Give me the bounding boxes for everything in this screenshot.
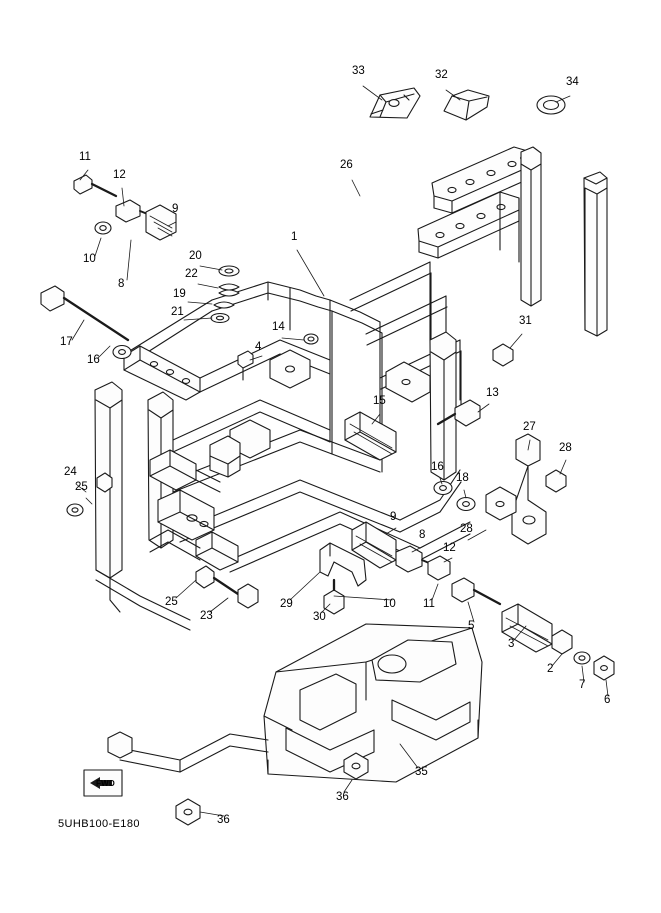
callout-36-lower: 36	[217, 814, 230, 826]
hardware-27-28-brackets	[486, 434, 566, 544]
part-32-plate	[444, 90, 489, 120]
callout-9-top: 9	[172, 203, 179, 215]
fwd-arrow-label: FWD	[96, 779, 116, 788]
callout-9-mid: 9	[390, 511, 397, 523]
callout-34: 34	[566, 76, 579, 88]
callout-26: 26	[340, 159, 353, 171]
hardware-top-left	[74, 175, 179, 240]
callout-12-mid: 12	[443, 542, 456, 554]
callout-22: 22	[185, 268, 198, 280]
hardware-23-bolt	[196, 566, 258, 608]
hardware-10-11-lower	[324, 578, 500, 614]
hardware-17-long-bolt	[41, 286, 131, 359]
callout-35: 35	[415, 766, 428, 778]
callout-18: 18	[456, 472, 469, 484]
hardware-4	[238, 351, 253, 380]
callout-30: 30	[313, 611, 326, 623]
hardware-9-8-12-mid	[352, 522, 450, 580]
callout-36-upper: 36	[336, 791, 349, 803]
part-34-grommet	[537, 96, 565, 114]
callout-14: 14	[272, 321, 285, 333]
callout-1: 1	[291, 231, 298, 243]
callout-3: 3	[508, 638, 515, 650]
callout-21: 21	[171, 306, 184, 318]
callout-28-upper: 28	[559, 442, 572, 454]
callout-6: 6	[604, 694, 611, 706]
hardware-16-18-washers	[434, 482, 475, 511]
hardware-washers-springs	[211, 266, 239, 323]
callout-12-top: 12	[113, 169, 126, 181]
callout-2: 2	[547, 663, 554, 675]
callout-8-top: 8	[118, 278, 125, 290]
callout-16-right: 16	[431, 461, 444, 473]
callout-25-lower: 25	[165, 596, 178, 608]
callout-10-low: 10	[383, 598, 396, 610]
callout-31: 31	[519, 315, 532, 327]
callout-8-mid: 8	[419, 529, 426, 541]
callout-15: 15	[373, 395, 386, 407]
callout-29: 29	[280, 598, 293, 610]
callout-25-upper: 25	[75, 481, 88, 493]
main-frame-part-1	[95, 282, 470, 630]
part-33-bracket	[370, 88, 420, 118]
callout-17: 17	[60, 336, 73, 348]
part-35-skid-plate	[108, 624, 482, 782]
hardware-15-bushing	[345, 412, 396, 460]
callout-5: 5	[468, 620, 475, 632]
callout-32: 32	[435, 69, 448, 81]
hardware-31-nut	[493, 344, 513, 366]
callout-13: 13	[486, 387, 499, 399]
callout-7: 7	[579, 679, 586, 691]
callout-10-top: 10	[83, 253, 96, 265]
callout-11-low: 11	[423, 598, 435, 610]
callout-11-top: 11	[79, 151, 91, 163]
callout-16-left: 16	[87, 354, 100, 366]
callout-24: 24	[64, 466, 77, 478]
callout-20: 20	[189, 250, 202, 262]
hardware-lower-right-group	[502, 604, 614, 680]
callout-4: 4	[255, 341, 262, 353]
hardware-14	[304, 334, 318, 344]
callout-19: 19	[173, 288, 186, 300]
part-code-label: 5UHB100-E180	[58, 818, 140, 830]
callout-28-lower: 28	[460, 523, 473, 535]
callout-27: 27	[523, 421, 536, 433]
callout-33: 33	[352, 65, 365, 77]
callout-23: 23	[200, 610, 213, 622]
